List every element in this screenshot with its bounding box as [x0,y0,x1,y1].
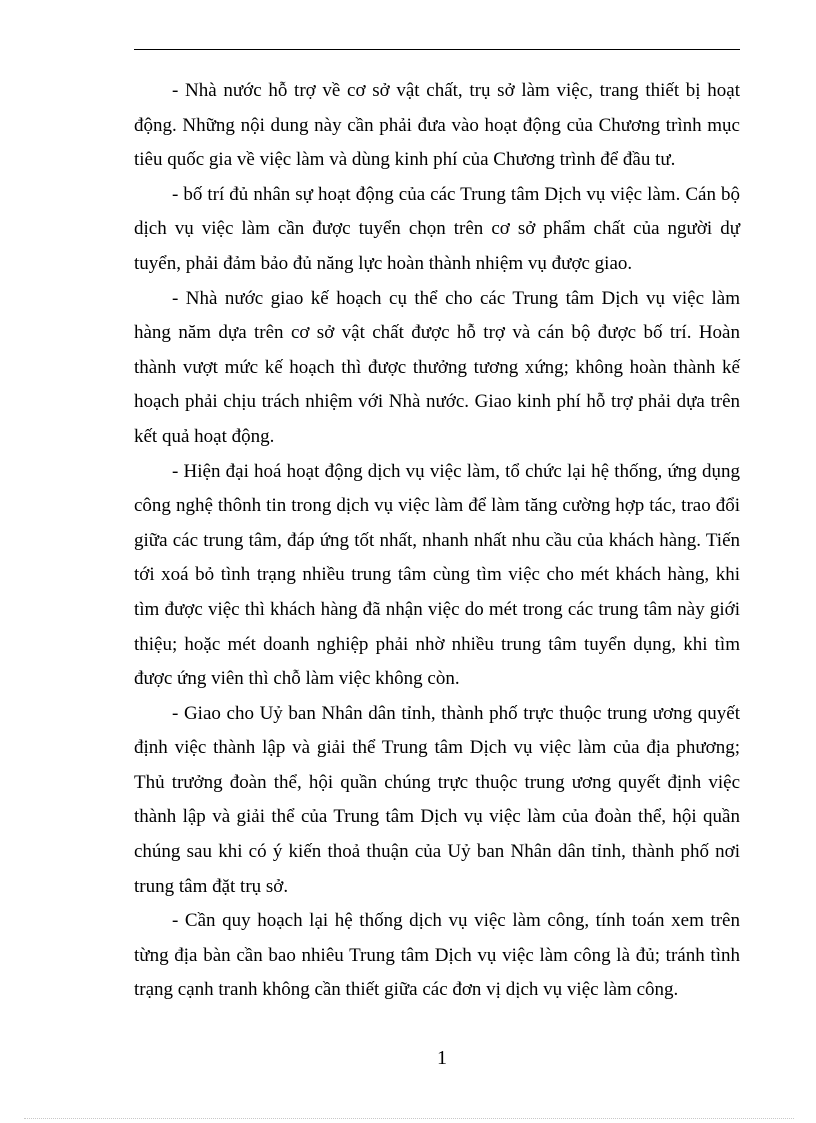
paragraph-modernization: - Hiện đại hoá hoạt động dịch vụ việc làm, tổ chức lại hệ thống, ứng dụng công nghệ thônh tin trong dịch vụ việc làm để làm tăng cường hợp tác, trao đổi giữa các trung tâm, đáp ứng tốt nhất, nhanh nhất nhu cầu của khách hàng. Tiến tới xoá bỏ tình trạng nhiều trung tâm cùng tìm việc cho mét khách hàng, khi tìm được việc thì khách hàng đã nhận việc do mét trong các trung tâm này giới thiệu; hoặc mét doanh nghiệp phải nhờ nhiều trung tâm tuyển dụng, khi tìm được ứng viên thì chỗ làm việc không còn. [134,460,740,690]
body-text [134,74,740,1008]
paragraph-facility-support: - Nhà nước hỗ trợ về cơ sở vật chất, trụ sở làm việc, trang thiết bị hoạt động. Những nội dung này cần phải đưa vào hoạt động của Chương trình mục tiêu quốc gia về việc làm và dùng kinh phí của Chương trình để đầu tư. [134,80,740,171]
paragraph-establishment-authority: - Giao cho Uỷ ban Nhân dân tỉnh, thành phố trực thuộc trung ương quyết định việc thành lập và giải thể Trung tâm Dịch vụ việc làm của địa phương; Thủ trưởng đoàn thể, hội quần chúng trực thuộc trung ương quyết định việc thành lập và giải thể của Trung tâm Dịch vụ việc làm của đoàn thể, hội quần chúng sau khi có ý kiến thoả thuận của Uỷ ban Nhân dân tỉnh, thành phố nơi trung tâm đặt trụ sở. [134,702,740,897]
paragraph-staffing: - bố trí đủ nhân sự hoạt động của các Trung tâm Dịch vụ việc làm. Cán bộ dịch vụ việc làm cần được tuyển chọn trên cơ sở phẩm chất của người dự tuyển, phải đảm bảo đủ năng lực hoàn thành nhiệm vụ được giao. [134,183,740,274]
paragraph-annual-plan: - Nhà nước giao kế hoạch cụ thể cho các Trung tâm Dịch vụ việc làm hàng năm dựa trên cơ sở vật chất được hỗ trợ và cán bộ được bố trí. Hoàn thành vượt mức kế hoạch thì được thưởng tương xứng; không hoàn thành kế hoạch phải chịu trách nhiệm với Nhà nước. Giao kinh phí hỗ trợ phải dựa trên kết quả hoạt động. [134,287,740,447]
footer-dotted-rule [24,1118,794,1119]
paragraph-system-planning: - Cần quy hoạch lại hệ thống dịch vụ việc làm công, tính toán xem trên từng địa bàn cần bao nhiêu Trung tâm Dịch vụ việc làm công là đủ; tránh tình trạng cạnh tranh không cần thiết giữa các đơn vị dịch vụ việc làm công. [134,910,740,1001]
page-number: 1 [437,1047,447,1069]
header-rule [134,49,740,50]
